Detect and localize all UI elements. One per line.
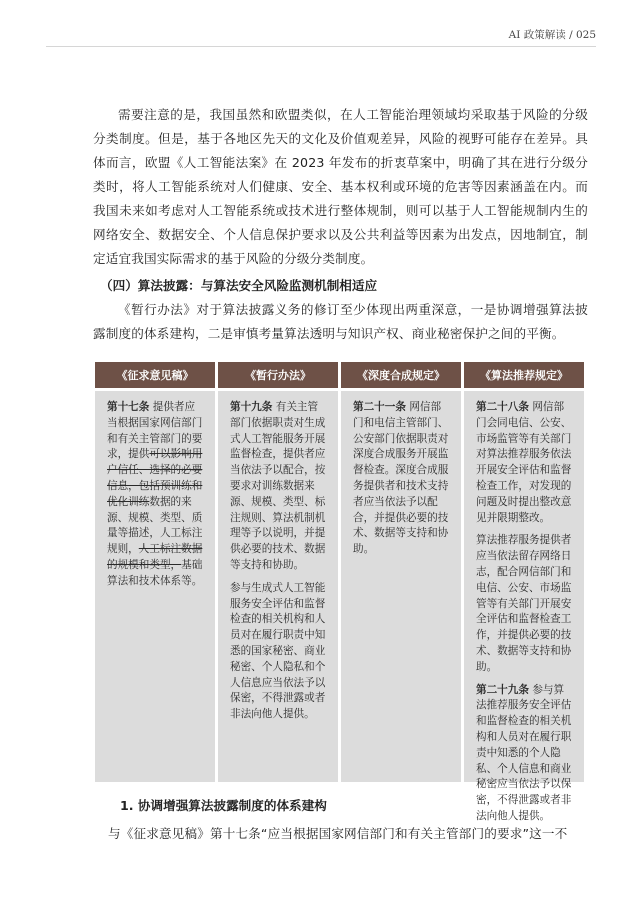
cell-text: 网信部门和电信主管部门、公安部门依据职责对深度合成服务开展监督检查。深度合成服务提供者和技术支持者应当依法予以配合，并提供必要的技术、数据等支持和协助。 — [353, 401, 449, 556]
running-header: AI 政策解读 / 025 — [508, 29, 596, 41]
table-cell-algorithm-recommendation — [464, 391, 584, 822]
deleted-text: 人工标注数据的规模和类型， — [107, 543, 203, 571]
cell-text: 网信部门会同电信、公安、市场监管等有关部门对算法推荐服务依法开展安全评估和监督检查工作，对发现的问题及时提出整改意见并限期整改。 — [476, 401, 572, 524]
article-number: 第二十八条 — [476, 401, 529, 413]
draft-article-17 — [107, 400, 205, 590]
body-paragraph-continuation: 与《征求意见稿》第十七条“应当根据国家网信部门和有关主管部门的要求”这一不 — [108, 826, 568, 841]
article-number: 第十七条 — [107, 401, 150, 413]
cell-text: 数据的来源、规模、类型、质量等描述，人工标注规则， — [107, 495, 203, 556]
recommendation-article-29 — [476, 683, 574, 825]
deep-synthesis-article-21 — [353, 400, 451, 558]
table-cell-deep-synthesis — [341, 391, 461, 782]
table-cell-interim-measures — [218, 391, 338, 782]
header-divider — [46, 46, 596, 47]
table-column-interim-measures — [218, 362, 338, 782]
table-header-deep-synthesis: 《深度合成规定》 — [341, 362, 461, 388]
article-number: 第二十九条 — [476, 683, 529, 696]
table-column-deep-synthesis — [341, 362, 461, 782]
table-header-algorithm-recommendation: 《算法推荐规定》 — [464, 362, 584, 388]
table-header-draft: 《征求意见稿》 — [95, 362, 215, 388]
table-column-draft — [95, 362, 215, 782]
cell-text: 提供者应当根据国家网信部门和有关主管部门的要求，提供 — [107, 401, 203, 461]
cell-text: 有关主管部门依据职责对生成式人工智能服务开展监督检查，提供者应当依法予以配合，按要求对训练数据来源、规模、类型、标注规则、算法机制机理等予以说明，并提供必要的技术、数据等支持和协助。 — [230, 401, 326, 571]
cell-text: 参与算法推荐服务安全评估和监督检查的相关机构和人员对在履行职责中知悉的个人隐私、个人信息和商业秘密应当依法予以保密，不得泄露或者非法向他人提供。 — [476, 683, 572, 822]
interim-confidentiality-clause: 参与生成式人工智能服务安全评估和监督检查的相关机构和人员对在履行职责中知悉的国家秘密、商业秘密、个人隐私和个人信息应当依法予以保密，不得泄露或者非法向他人提供。 — [230, 581, 326, 721]
table-header-interim-measures: 《暂行办法》 — [218, 362, 338, 388]
deleted-text: 可以影响用户信任、选择的必要信息，包括预训练和优化训练 — [107, 448, 203, 508]
section-heading-algorithm-disclosure: （四）算法披露：与算法安全风险监测机制相适应 — [100, 278, 378, 293]
body-paragraph-risk-classification: 需要注意的是，我国虽然和欧盟类似，在人工智能治理领域均采取基于风险的分级分类制度。但是，基于各地区先天的文化及价值观差异，风险的视野可能存在差异。具体而言，欧盟《人工智能法案》在 2023 年发布的折衷草案中，明确了其在进行分级分类时，将人工智能系统对人们健康、安全、基本权利或环境的危害等因素涵盖在内。而我国未来如考虑对人工智能系统或技术进行整体规制，则可以基于人工智能规制内生的网络安全、数据安全、个人信息保护要求以及公共利益等因素为出发点，因地制宜，制定适宜我国实际需求的基于风险的分级分类制度。 — [93, 107, 588, 266]
recommendation-log-retention: 算法推荐服务提供者应当依法留存网络日志，配合网信部门和电信、公安、市场监管等有关部门开展安全评估和监督检查工作，并提供必要的技术、数据等支持和协助。 — [476, 534, 572, 673]
interim-article-19 — [230, 400, 328, 574]
subheading-system-construction: 1. 协调增强算法披露制度的体系建构 — [120, 798, 327, 813]
body-paragraph-disclosure-intro: 《暂行办法》对于算法披露义务的修订至少体现出两重深意，一是协调增强算法披露制度的体系建构，二是审慎考量算法透明与知识产权、商业秘密保护之间的平衡。 — [93, 302, 588, 341]
article-number: 第十九条 — [230, 401, 273, 413]
recommendation-article-28 — [476, 400, 574, 526]
cell-text: 基础算法和技术体系等。 — [107, 558, 203, 587]
table-column-algorithm-recommendation — [464, 362, 584, 822]
table-cell-draft — [95, 391, 215, 782]
article-number: 第二十一条 — [353, 401, 406, 413]
